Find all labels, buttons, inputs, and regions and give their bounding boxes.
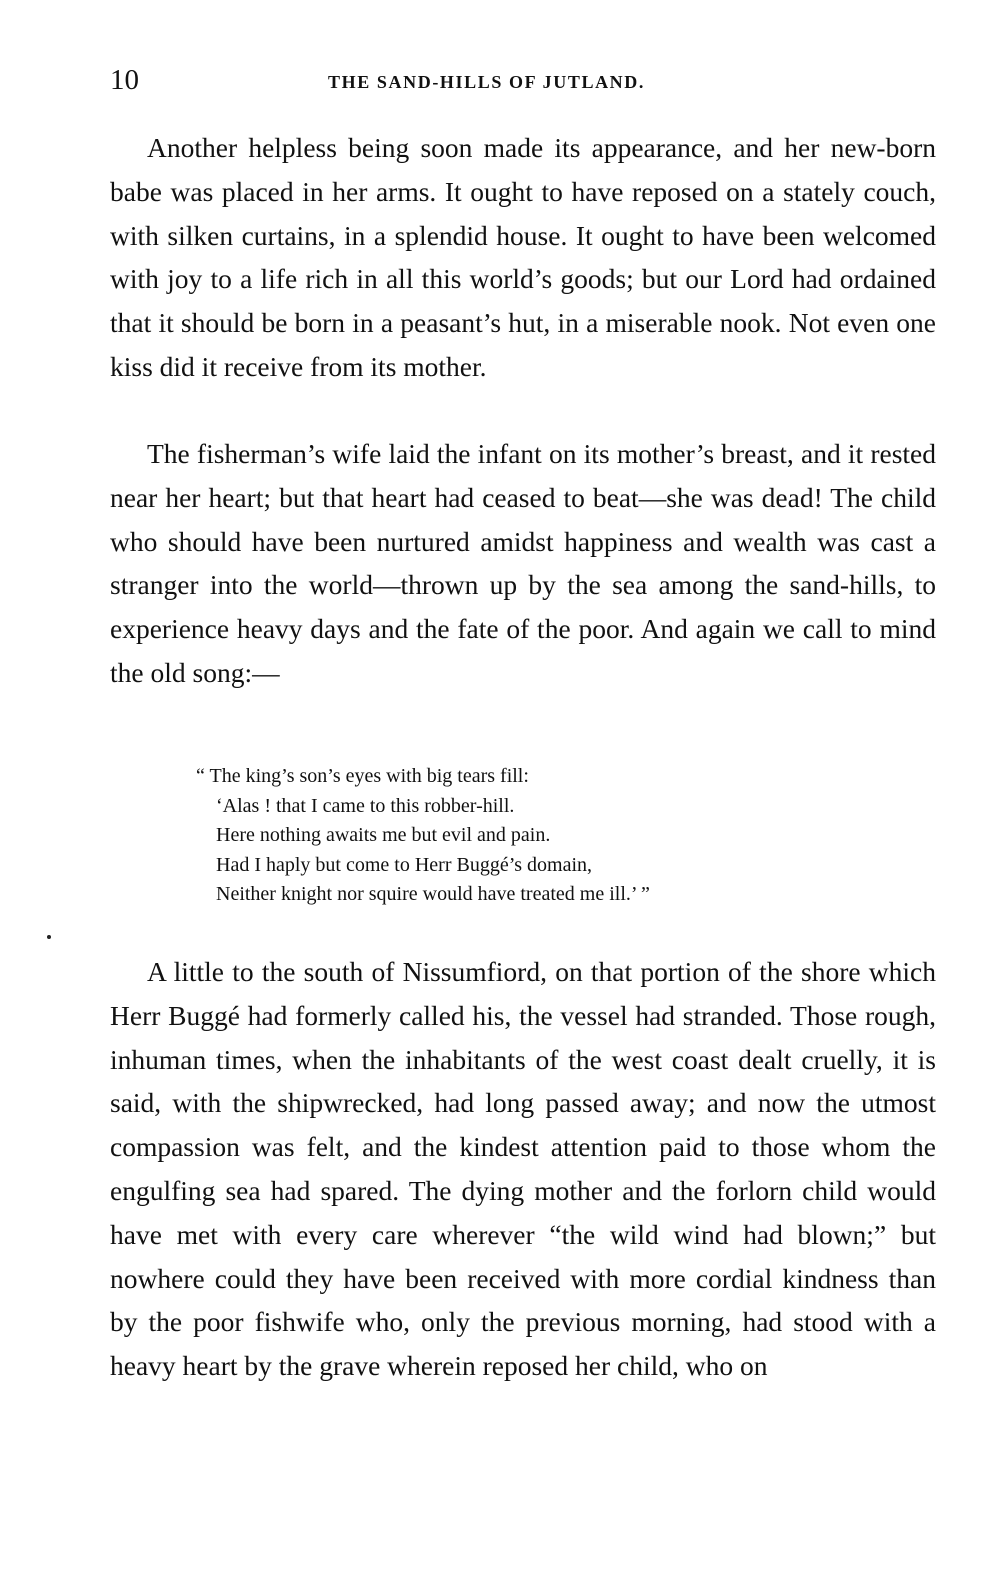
paragraph-2: The fisherman’s wife laid the infant on its mother’s breast, and it rested near her heart; but that heart had ceased to beat—she was dead! The child who should have been nurtured amidst happiness and wealth was cast a stranger into the world—thrown up by the sea among the sand-hills, to experience heavy days and the fate of the poor. And again we call to mind the old song:—	[110, 438, 936, 688]
verse-line-2: ‘Alas ! that I came to this robber-hill.	[216, 794, 515, 817]
ink-speck	[47, 935, 51, 939]
paragraph-3: A little to the south of Nissumfiord, on that portion of the shore which Herr Buggé had formerly called his, the vessel had stranded. Those rough, inhuman times, when the inhabitants of the west coast dealt cruelly, it is said, with the shipwrecked, had long passed away; and now the utmost compassion was felt, and the kindest attention paid to those whom the engulfing sea had spared. The dying mother and the forlorn child would have met with every care wherever “the wild wind had blown;” but nowhere could they have been received with more cordial kindness than by the poor fishwife who, only the previous morning, had stood with a heavy heart by the grave wherein reposed her child, who on	[110, 956, 936, 1382]
verse-line-1: “ The king’s son’s eyes with big tears fill:	[196, 765, 529, 787]
paragraph-1: Another helpless being soon made its appearance, and her new-born babe was placed in her arms. It ought to have reposed on a stately couch, with silken curtains, in a splendid house. It ought to have been welcomed with joy to a life rich in all this world’s goods; but our Lord had ordained that it should be born in a peasant’s hut, in a miserable nook. Not even one kiss did it receive from its mother.	[110, 132, 936, 382]
running-title: THE SAND-HILLS OF JUTLAND.	[328, 72, 645, 92]
page-number: 10	[110, 64, 139, 96]
verse-line-5: Neither knight nor squire would have treated me ill.’ ”	[216, 883, 650, 905]
verse-line-4: Had I haply but come to Herr Buggé’s domain,	[216, 853, 593, 876]
running-head	[110, 62, 940, 102]
verse-line-3: Here nothing awaits me but evil and pain.	[216, 824, 551, 846]
verse-quote	[196, 762, 896, 910]
